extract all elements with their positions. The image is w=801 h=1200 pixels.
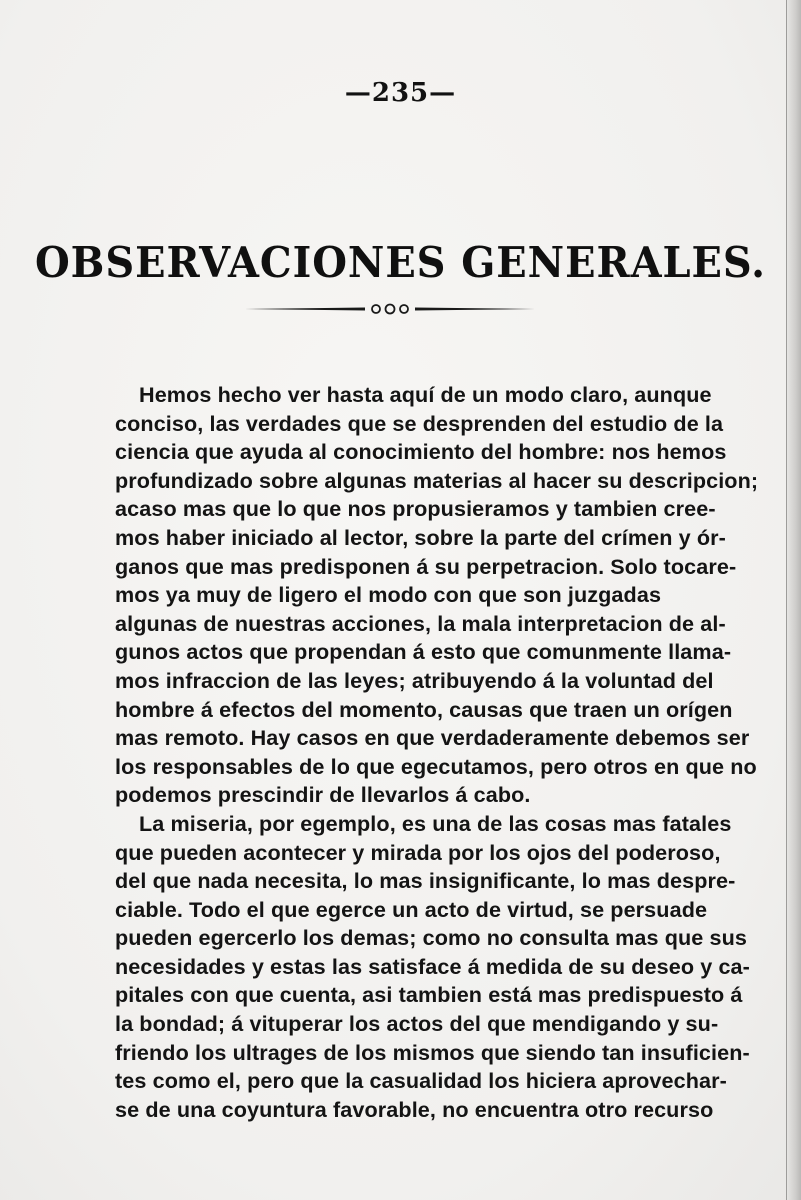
text-line: ganos que mas predisponen á su perpetracion. Solo tocare-: [115, 553, 737, 579]
text-line: mos ya muy de ligero el modo con que son juzgadas: [115, 582, 662, 608]
text-line: mos infraccion de las leyes; atribuyendo á la voluntad del: [115, 667, 714, 693]
text-line: friendo los ultrages de los mismos que siendo tan insuficien-: [115, 1039, 750, 1065]
page-number: —235—: [344, 78, 457, 108]
text-line: algunas de nuestras acciones, la mala interpretacion de al-: [115, 610, 726, 636]
text-line: ciable. Todo el que egerce un acto de virtud, se persuade: [115, 896, 708, 922]
text-line: mas remoto. Hay casos en que verdaderamente debemos ser: [115, 725, 750, 751]
text-line: conciso, las verdades que se desprenden del estudio de la: [115, 410, 724, 436]
body-text: [115, 381, 759, 1124]
text-line: la bondad; á vituperar los actos del que mendigando y su-: [115, 1011, 719, 1037]
text-line: acaso mas que lo que nos propusieramos y tambien cree-: [115, 496, 716, 522]
text-line: tes como el, pero que la casualidad los hiciera aprovechar-: [115, 1068, 727, 1094]
text-line: los responsables de lo que egecutamos, pero otros en que no: [115, 753, 757, 779]
text-line: hombre á efectos del momento, causas que traen un orígen: [115, 696, 733, 722]
text-line: que pueden acontecer y mirada por los ojos del poderoso,: [115, 839, 721, 865]
text-line: pueden egercerlo los demas; como no consulta mas que sus: [115, 925, 747, 951]
text-line: del que nada necesita, lo mas insignificante, lo mas despre-: [115, 868, 736, 894]
text-line: ciencia que ayuda al conocimiento del hombre: nos hemos: [115, 439, 727, 465]
ornamental-rule: [245, 302, 535, 316]
page-edge: [786, 0, 801, 1200]
text-line: La miseria, por egemplo, es una de las cosas mas fatales: [139, 810, 732, 836]
text-line: profundizado sobre algunas materias al hacer su descripcion;: [115, 467, 759, 493]
chapter-title: OBSERVACIONES GENERALES.: [34, 238, 767, 287]
text-line: necesidades y estas las satisface á medida de su deseo y ca-: [115, 953, 750, 979]
text-line: podemos prescindir de llevarlos á cabo.: [115, 782, 531, 808]
text-line: Hemos hecho ver hasta aquí de un modo claro, aunque: [139, 382, 712, 407]
text-line: gunos actos que propendan á esto que comunmente llama-: [115, 639, 732, 665]
text-line: mos haber iniciado al lector, sobre la parte del crímen y ór-: [115, 524, 726, 550]
text-line: pitales con que cuenta, asi tambien está mas predispuesto á: [115, 982, 743, 1008]
text-line: se de una coyuntura favorable, no encuentra otro recurso: [115, 1096, 714, 1122]
